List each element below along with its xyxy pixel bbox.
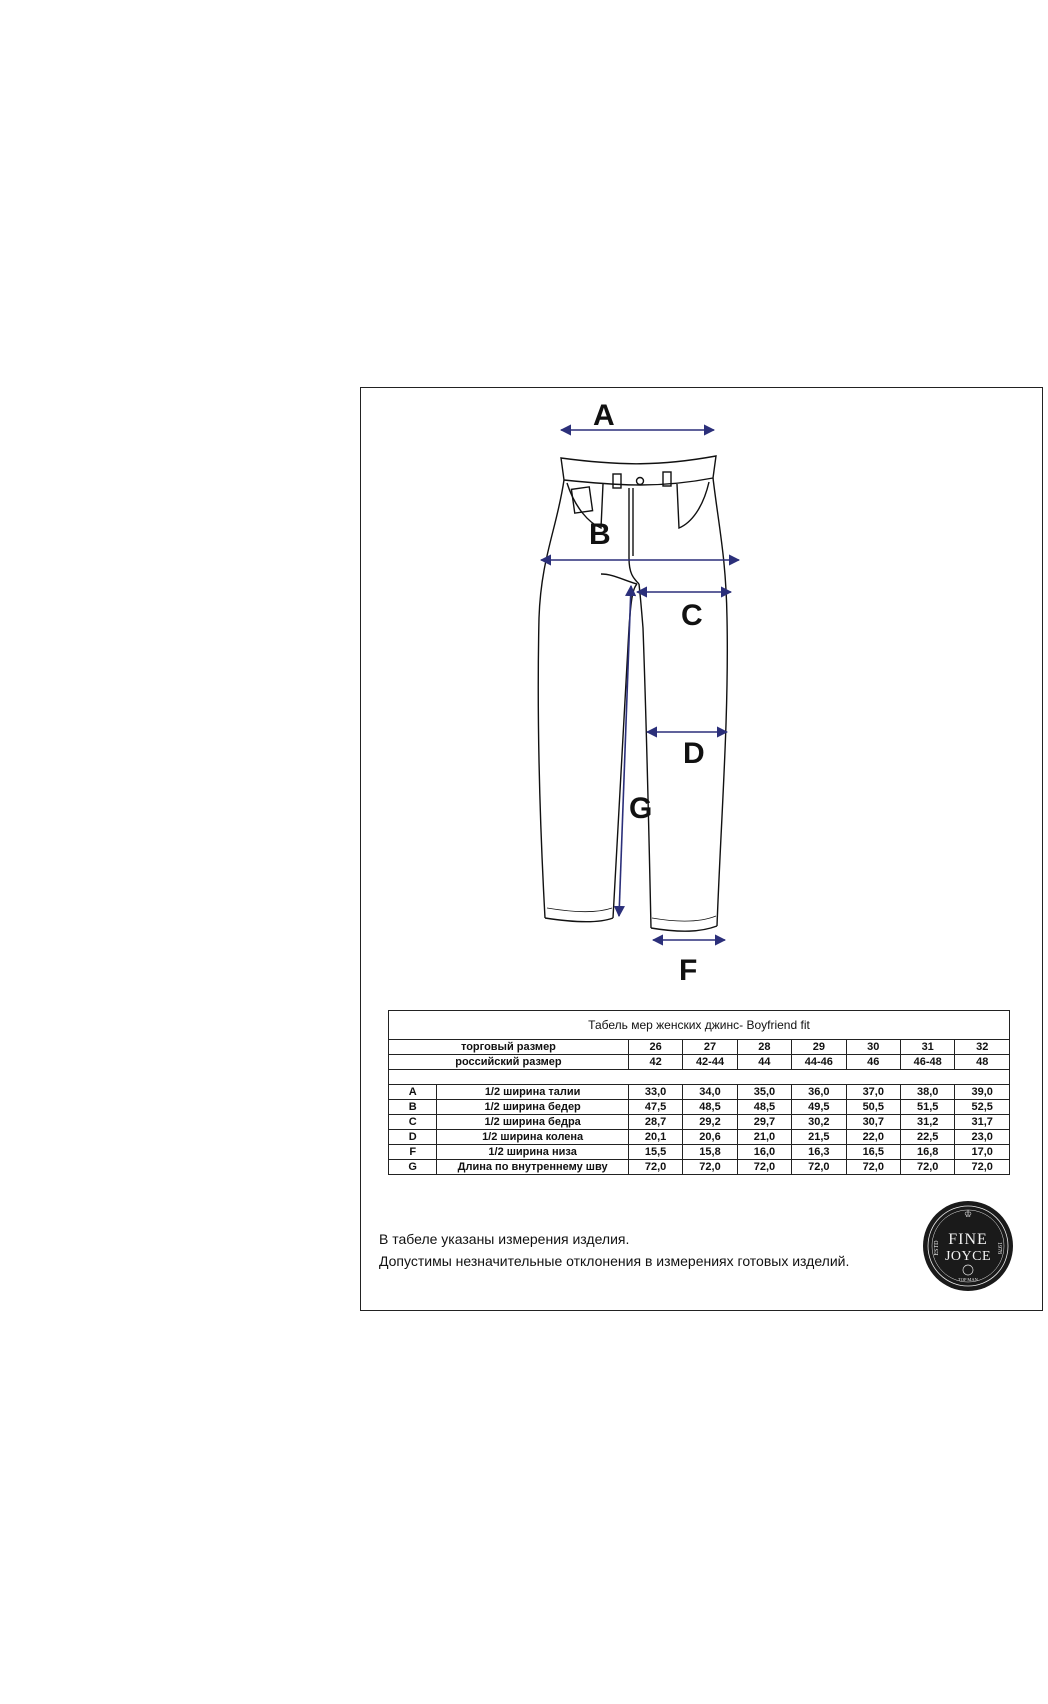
measurement-row	[389, 1145, 1010, 1160]
measurement-label: Длина по внутреннему шву	[437, 1160, 629, 1175]
russian-size-label: российский размер	[389, 1055, 629, 1070]
measurement-value: 72,0	[792, 1160, 846, 1175]
measurement-value: 23,0	[955, 1130, 1010, 1145]
measurement-value: 48,5	[737, 1100, 791, 1115]
arrow-g	[619, 586, 631, 916]
trade-size-label: торговый размер	[389, 1040, 629, 1055]
russian-size-cell: 46-48	[900, 1055, 954, 1070]
label-a: A	[593, 399, 615, 432]
label-d: D	[683, 737, 705, 770]
measurement-value: 15,8	[683, 1145, 737, 1160]
measurement-value: 20,1	[628, 1130, 682, 1145]
russian-size-cell: 48	[955, 1055, 1010, 1070]
measurement-row	[389, 1100, 1010, 1115]
size-chart-card	[360, 387, 1043, 1311]
trade-size-row	[389, 1040, 1010, 1055]
measurement-rows	[389, 1085, 1010, 1175]
fine-joyce-logo	[922, 1200, 1014, 1292]
measurement-value: 16,8	[900, 1145, 954, 1160]
measurement-code: B	[389, 1100, 437, 1115]
measurement-value: 37,0	[846, 1085, 900, 1100]
trade-size-cell: 31	[900, 1040, 954, 1055]
label-f: F	[679, 954, 698, 987]
russian-size-cell: 42-44	[683, 1055, 737, 1070]
measurement-value: 36,0	[792, 1085, 846, 1100]
measurement-value: 22,0	[846, 1130, 900, 1145]
measurement-value: 47,5	[628, 1100, 682, 1115]
measurement-label: 1/2 ширина колена	[437, 1130, 629, 1145]
label-c: C	[681, 599, 703, 632]
logo-bottom: TOP MAN	[958, 1277, 978, 1282]
measurement-value: 51,5	[900, 1100, 954, 1115]
measurement-value: 22,5	[900, 1130, 954, 1145]
measurement-value: 31,7	[955, 1115, 1010, 1130]
trade-size-cell: 32	[955, 1040, 1010, 1055]
jeans-outline	[538, 456, 727, 931]
measurement-code: C	[389, 1115, 437, 1130]
measurement-code: D	[389, 1130, 437, 1145]
spacer-cell	[389, 1070, 1010, 1085]
measurement-value: 16,3	[792, 1145, 846, 1160]
measurement-value: 33,0	[628, 1085, 682, 1100]
russian-size-cell: 46	[846, 1055, 900, 1070]
measurement-value: 21,0	[737, 1130, 791, 1145]
measurement-value: 39,0	[955, 1085, 1010, 1100]
note-line-1: В табеле указаны измерения изделия.	[379, 1231, 630, 1247]
notes	[379, 1228, 849, 1272]
measurement-label: 1/2 ширина талии	[437, 1085, 629, 1100]
measurement-value: 72,0	[900, 1160, 954, 1175]
measurement-value: 31,2	[900, 1115, 954, 1130]
russian-size-cell: 42	[628, 1055, 682, 1070]
trade-size-cell: 28	[737, 1040, 791, 1055]
measurement-value: 30,2	[792, 1115, 846, 1130]
logo-word2: JOYCE	[944, 1249, 992, 1264]
measurement-value: 29,7	[737, 1115, 791, 1130]
logo-left: ESTD	[934, 1240, 940, 1256]
measurement-value: 21,5	[792, 1130, 846, 1145]
measurement-row	[389, 1085, 1010, 1100]
measurement-value: 72,0	[683, 1160, 737, 1175]
measurement-value: 72,0	[628, 1160, 682, 1175]
svg-text:♔: ♔	[963, 1209, 973, 1219]
russian-size-row	[389, 1055, 1010, 1070]
measurement-value: 50,5	[846, 1100, 900, 1115]
measurement-row	[389, 1160, 1010, 1175]
table-title: Табель мер женских джинс- Boyfriend fit	[389, 1011, 1010, 1040]
measurement-value: 28,7	[628, 1115, 682, 1130]
measurement-label: 1/2 ширина низа	[437, 1145, 629, 1160]
measurement-value: 52,5	[955, 1100, 1010, 1115]
measurement-code: F	[389, 1145, 437, 1160]
logo-seal	[922, 1200, 1014, 1292]
size-table	[388, 1010, 1010, 1175]
jeans-diagram	[361, 388, 1044, 988]
measurement-value: 34,0	[683, 1085, 737, 1100]
measurement-value: 29,2	[683, 1115, 737, 1130]
measurement-row	[389, 1115, 1010, 1130]
trade-size-cell: 29	[792, 1040, 846, 1055]
measurement-code: G	[389, 1160, 437, 1175]
measurement-value: 15,5	[628, 1145, 682, 1160]
measurement-value: 16,0	[737, 1145, 791, 1160]
label-g: G	[629, 792, 653, 825]
measurement-value: 30,7	[846, 1115, 900, 1130]
russian-size-cell: 44-46	[792, 1055, 846, 1070]
measurement-value: 72,0	[846, 1160, 900, 1175]
measurement-value: 49,5	[792, 1100, 846, 1115]
logo-word1: FINE	[948, 1231, 988, 1248]
measurement-value: 72,0	[737, 1160, 791, 1175]
measurement-value: 38,0	[900, 1085, 954, 1100]
label-b: B	[589, 518, 611, 551]
logo-right: 1978	[996, 1242, 1002, 1254]
measurement-code: A	[389, 1085, 437, 1100]
table-spacer-row	[389, 1070, 1010, 1085]
measurement-value: 35,0	[737, 1085, 791, 1100]
measurement-value: 20,6	[683, 1130, 737, 1145]
measurement-arrows	[541, 430, 739, 940]
measurement-value: 16,5	[846, 1145, 900, 1160]
trade-size-cell: 30	[846, 1040, 900, 1055]
measurement-value: 48,5	[683, 1100, 737, 1115]
measurement-label: 1/2 ширина бедра	[437, 1115, 629, 1130]
measurement-label: 1/2 ширина бедер	[437, 1100, 629, 1115]
measurement-row	[389, 1130, 1010, 1145]
trade-size-cell: 27	[683, 1040, 737, 1055]
measurement-value: 72,0	[955, 1160, 1010, 1175]
measurement-value: 17,0	[955, 1145, 1010, 1160]
russian-size-cell: 44	[737, 1055, 791, 1070]
note-line-2: Допустимы незначительные отклонения в измерениях готовых изделий.	[379, 1253, 850, 1269]
trade-size-cell: 26	[628, 1040, 682, 1055]
